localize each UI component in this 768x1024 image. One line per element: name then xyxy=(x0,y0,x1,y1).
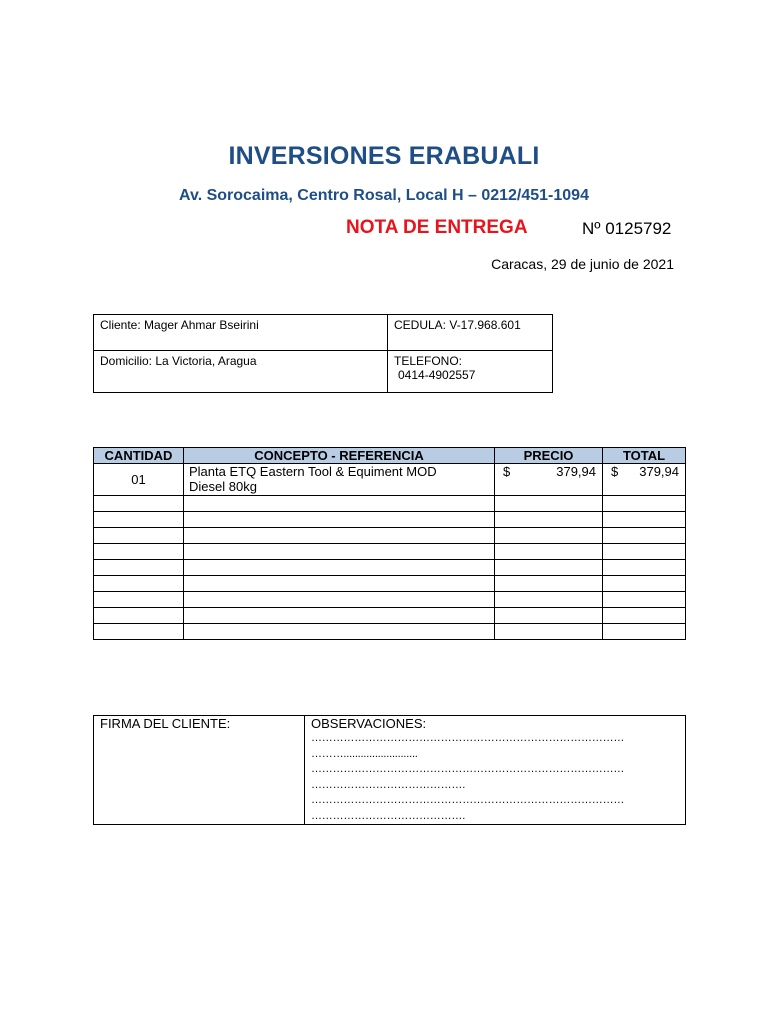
table-row xyxy=(94,544,686,560)
observation-line: …………………………………………………………………………… xyxy=(311,763,625,775)
observations-cell xyxy=(305,716,686,825)
table-row xyxy=(94,624,686,640)
table-row xyxy=(94,608,686,624)
client-name: Cliente: Mager Ahmar Bseirini xyxy=(94,315,388,351)
table-row xyxy=(94,576,686,592)
signature-table xyxy=(93,715,686,825)
observation-line: …………………………………………………………………………… xyxy=(311,732,625,744)
table-row xyxy=(94,496,686,512)
item-concept xyxy=(184,464,495,496)
observation-line: ……………………………………. xyxy=(311,778,466,791)
client-phone: 0414-4902557 xyxy=(398,368,476,382)
header-concept: CONCEPTO - REFERENCIA xyxy=(184,448,495,464)
total-value: 379,94 xyxy=(639,464,679,479)
table-row xyxy=(94,464,686,496)
table-row xyxy=(94,512,686,528)
item-total xyxy=(603,464,686,496)
item-quantity: 01 xyxy=(94,464,184,496)
item-price xyxy=(495,464,603,496)
company-address: Av. Sorocaima, Centro Rosal, Local H – 0212/451-1094 xyxy=(179,187,589,204)
client-id: CEDULA: V-17.968.601 xyxy=(388,315,553,351)
header-quantity: CANTIDAD xyxy=(94,448,184,464)
client-address: Domicilio: La Victoria, Aragua xyxy=(94,351,388,393)
client-signature-cell xyxy=(94,716,305,825)
table-row xyxy=(94,592,686,608)
item-concept-line: Planta ETQ Eastern Tool & Equiment MOD xyxy=(189,464,437,479)
items-header-row xyxy=(94,448,686,464)
price-value: 379,94 xyxy=(556,464,596,479)
header-price: PRECIO xyxy=(495,448,603,464)
table-row xyxy=(94,560,686,576)
client-row xyxy=(94,351,553,393)
items-table xyxy=(93,447,686,640)
client-info-table xyxy=(93,314,553,393)
signature-row xyxy=(94,716,686,825)
company-name: INVERSIONES ERABUALI xyxy=(228,142,540,170)
client-phone-label: TELEFONO: xyxy=(394,354,463,368)
currency-symbol: $ xyxy=(503,464,511,479)
observation-line: ……….......................... xyxy=(311,747,418,760)
client-row xyxy=(94,315,553,351)
item-concept-line: Diesel 80kg xyxy=(189,479,257,494)
currency-symbol: $ xyxy=(611,464,619,479)
header-total: TOTAL xyxy=(603,448,686,464)
client-phone-cell xyxy=(388,351,553,393)
place-date: Caracas, 29 de junio de 2021 xyxy=(491,256,674,272)
document-title: NOTA DE ENTREGA xyxy=(346,217,528,238)
observations-label: OBSERVACIONES: xyxy=(311,716,427,731)
signature-label: FIRMA DEL CLIENTE: xyxy=(100,716,231,731)
observation-line: ……………………………………. xyxy=(311,809,466,822)
table-row xyxy=(94,528,686,544)
observation-line: …………………………………………………………………………… xyxy=(311,794,625,806)
document-number: Nº 0125792 xyxy=(582,219,672,238)
